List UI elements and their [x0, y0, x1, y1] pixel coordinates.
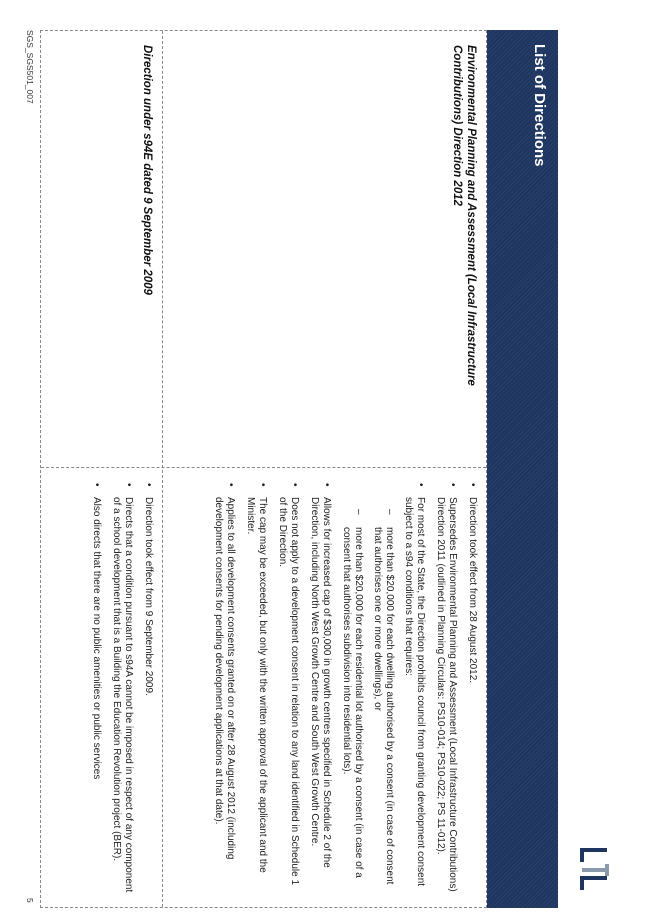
document-code: SGS_SGS501_007 [25, 30, 35, 104]
page-number: 5 [25, 898, 35, 903]
list-item: • Direction took effect from 9 September 2009. [142, 483, 155, 893]
ltl-logo-icon [580, 848, 615, 891]
list-item: • Also directs that there are no public amenities or public services [90, 483, 103, 893]
directions-table [40, 30, 487, 908]
list-item: • The cap may be exceeded, but only with the written approval of the applicant and the Minister. [244, 483, 269, 893]
column-divider [41, 467, 486, 468]
direction-details-2012 [205, 483, 479, 893]
list-item: • Directs that a condition pursuant to s94A cannot be imposed in respect of any component of a school development that is a Building the Education Revolution project (BER). [110, 483, 135, 893]
page-title: List of Directions [531, 44, 548, 167]
list-item: • Supersedes Environmental Planning and Assessment (Local Infrastructure Contributions) Direction 2011 (outlined in Planning Circulars: PS10-014; PS10-022; PS 11-012). [434, 483, 459, 893]
list-item: • Direction took effect from 28 August 2012. [466, 483, 479, 893]
list-item: • Applies to all development consents granted on or after 28 August 2012 (including development consents for pending development applications at that date). [212, 483, 237, 893]
sub-list-item: – more than $20,000 for each residential lot authorised by a consent (in case of a consent that authorises subdivision into residential lots). [340, 497, 365, 893]
header-banner [487, 30, 558, 908]
list-item: • Allows for increased cap of $30,000 in growth centres specified in Schedule 2 of the Direction, including North West Growth Centre and South West Growth Centre. [308, 483, 333, 893]
list-item-text: For most of the State, the Direction prohibits council from granting development consent subject to a s94 conditions that requires: [403, 497, 427, 887]
list-item: • Does not apply to a development consent in relation to any land identified in Schedule 1 of the Direction. [276, 483, 301, 893]
direction-details-2009 [83, 483, 154, 893]
list-item [340, 483, 427, 893]
direction-title-2009: Direction under s94E dated 9 September 2009 [141, 45, 153, 295]
sub-list-item: – more than $20,000 for each dwelling authorised by a consent (in case of consent that authorises one or more dwellings), or [371, 497, 396, 893]
direction-title-2012: Environmental Planning and Assessment (Local Infrastructure Contributions) Direction 2012 [451, 45, 477, 386]
row-divider [162, 31, 163, 907]
